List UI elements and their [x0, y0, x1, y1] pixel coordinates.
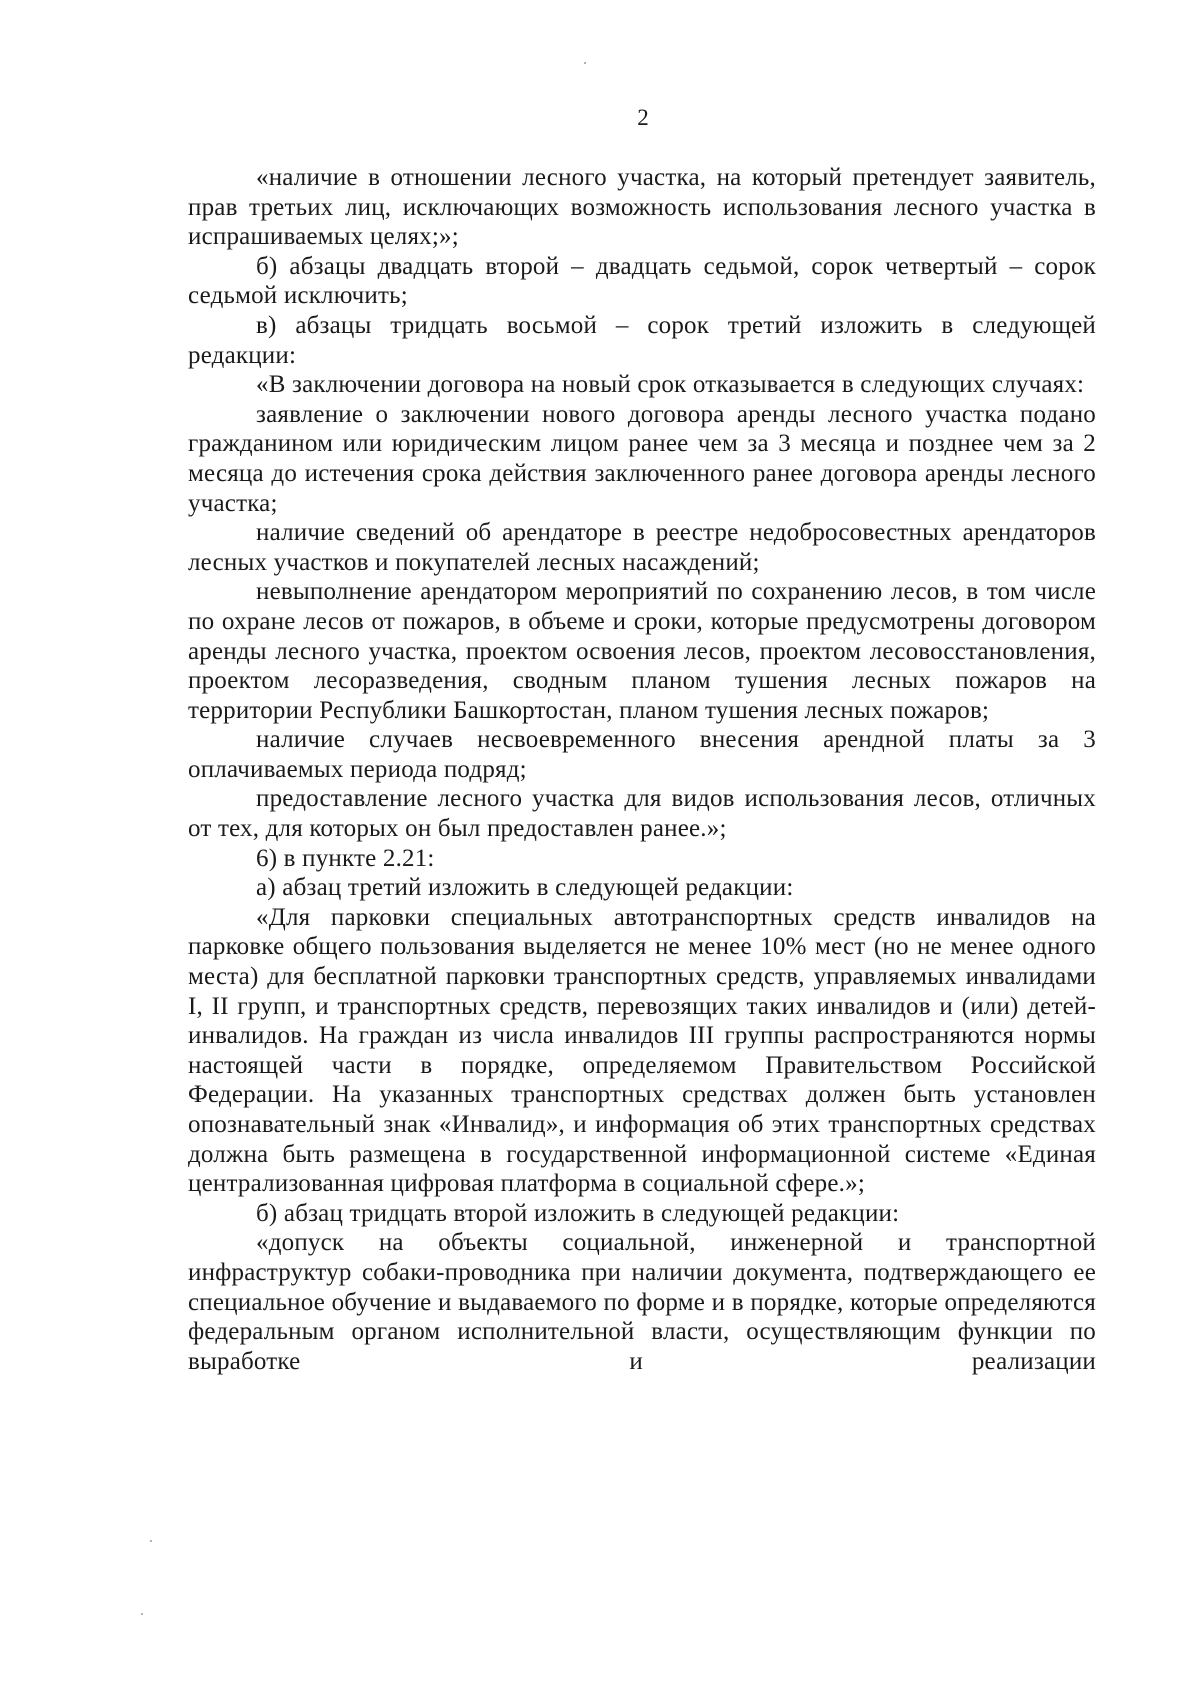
paragraph-9: предоставление лесного участка для видов использования лесов, отличных от тех, для которых он был предоставлен ранее.»; [188, 785, 1096, 843]
paragraph-6: наличие сведений об арендаторе в реестре недобросовестных арендаторов лесных участков и покупателей лесных насаждений; [188, 519, 1096, 576]
paragraph-14: «допуск на объекты социальной, инженерной и транспортной инфраструктур собаки-проводника при наличии документа, подтверждающего ее специальное обучение и выдаваемого по форме и в порядке, которые определяются федеральным органом исполнительной власти, осуществляющим функции по выработке и реализации [188, 1229, 1096, 1375]
scan-speck [584, 62, 586, 64]
paragraph-10: 6) в пункте 2.21: [256, 844, 435, 872]
paragraph-8: наличие случаев несвоевременного внесения арендной платы за 3 оплачиваемых периода подряд; [188, 726, 1096, 783]
page-number: 2 [637, 105, 649, 130]
paragraph-3: в) абзацы тридцать восьмой – сорок третий изложить в следующей редакции: [188, 311, 1096, 369]
paragraph-4: «В заключении договора на новый срок отказывается в следующих случаях: [256, 371, 1085, 399]
paragraph-1: «наличие в отношении лесного участка, на который претендует заявитель, прав третьих лиц, исключающих возможность использования лесного участка в испрашиваемых целях;»; [188, 164, 1096, 251]
document-body [188, 163, 1096, 1376]
paragraph-2: б) абзацы двадцать второй – двадцать седьмой, сорок четвертый – сорок седьмой исключить; [188, 252, 1096, 310]
paragraph-13: б) абзац тридцать второй изложить в следующей редакции: [256, 1199, 900, 1227]
paragraph-12: «Для парковки специальных автотранспортных средств инвалидов на парковке общего пользования выделяется не менее 10% мест (но не менее одного места) для бесплатной парковки транспортных средств, управляемых инвалидами I, II групп, и транспортных средств, перевозящих таких инвалидов и (или) детей-инвалидов. На граждан из числа инвалидов III группы распространяются нормы настоящей части в порядке, определяемом Правительством Российской Федерации. На указанных транспортных средствах должен быть установлен опознавательный знак «Инвалид», и информация об этих транспортных средствах должна быть размещена в государственной информационной системе «Единая централизованная цифровая платформа в социальной сфере.»; [188, 903, 1096, 1198]
paragraph-5: заявление о заключении нового договора аренды лесного участка подано гражданином или юридическим лицом ранее чем за 3 месяца и позднее чем за 2 месяца до истечения срока действия заключенного ранее договора аренды лесного участка; [188, 400, 1096, 517]
paragraph-11: а) абзац третий изложить в следующей редакции: [256, 874, 794, 902]
scan-speck [141, 1613, 143, 1615]
scan-speck [150, 1540, 152, 1542]
paragraph-7: невыполнение арендатором мероприятий по сохранению лесов, в том числе по охране лесов от пожаров, в объеме и сроки, которые предусмотрены договором аренды лесного участка, проектом освоения лесов, проектом лесовосстановления, проектом лесоразведения, сводным планом тушения лесных пожаров на территории Республики Башкортостан, планом тушения лесных пожаров; [188, 578, 1096, 724]
